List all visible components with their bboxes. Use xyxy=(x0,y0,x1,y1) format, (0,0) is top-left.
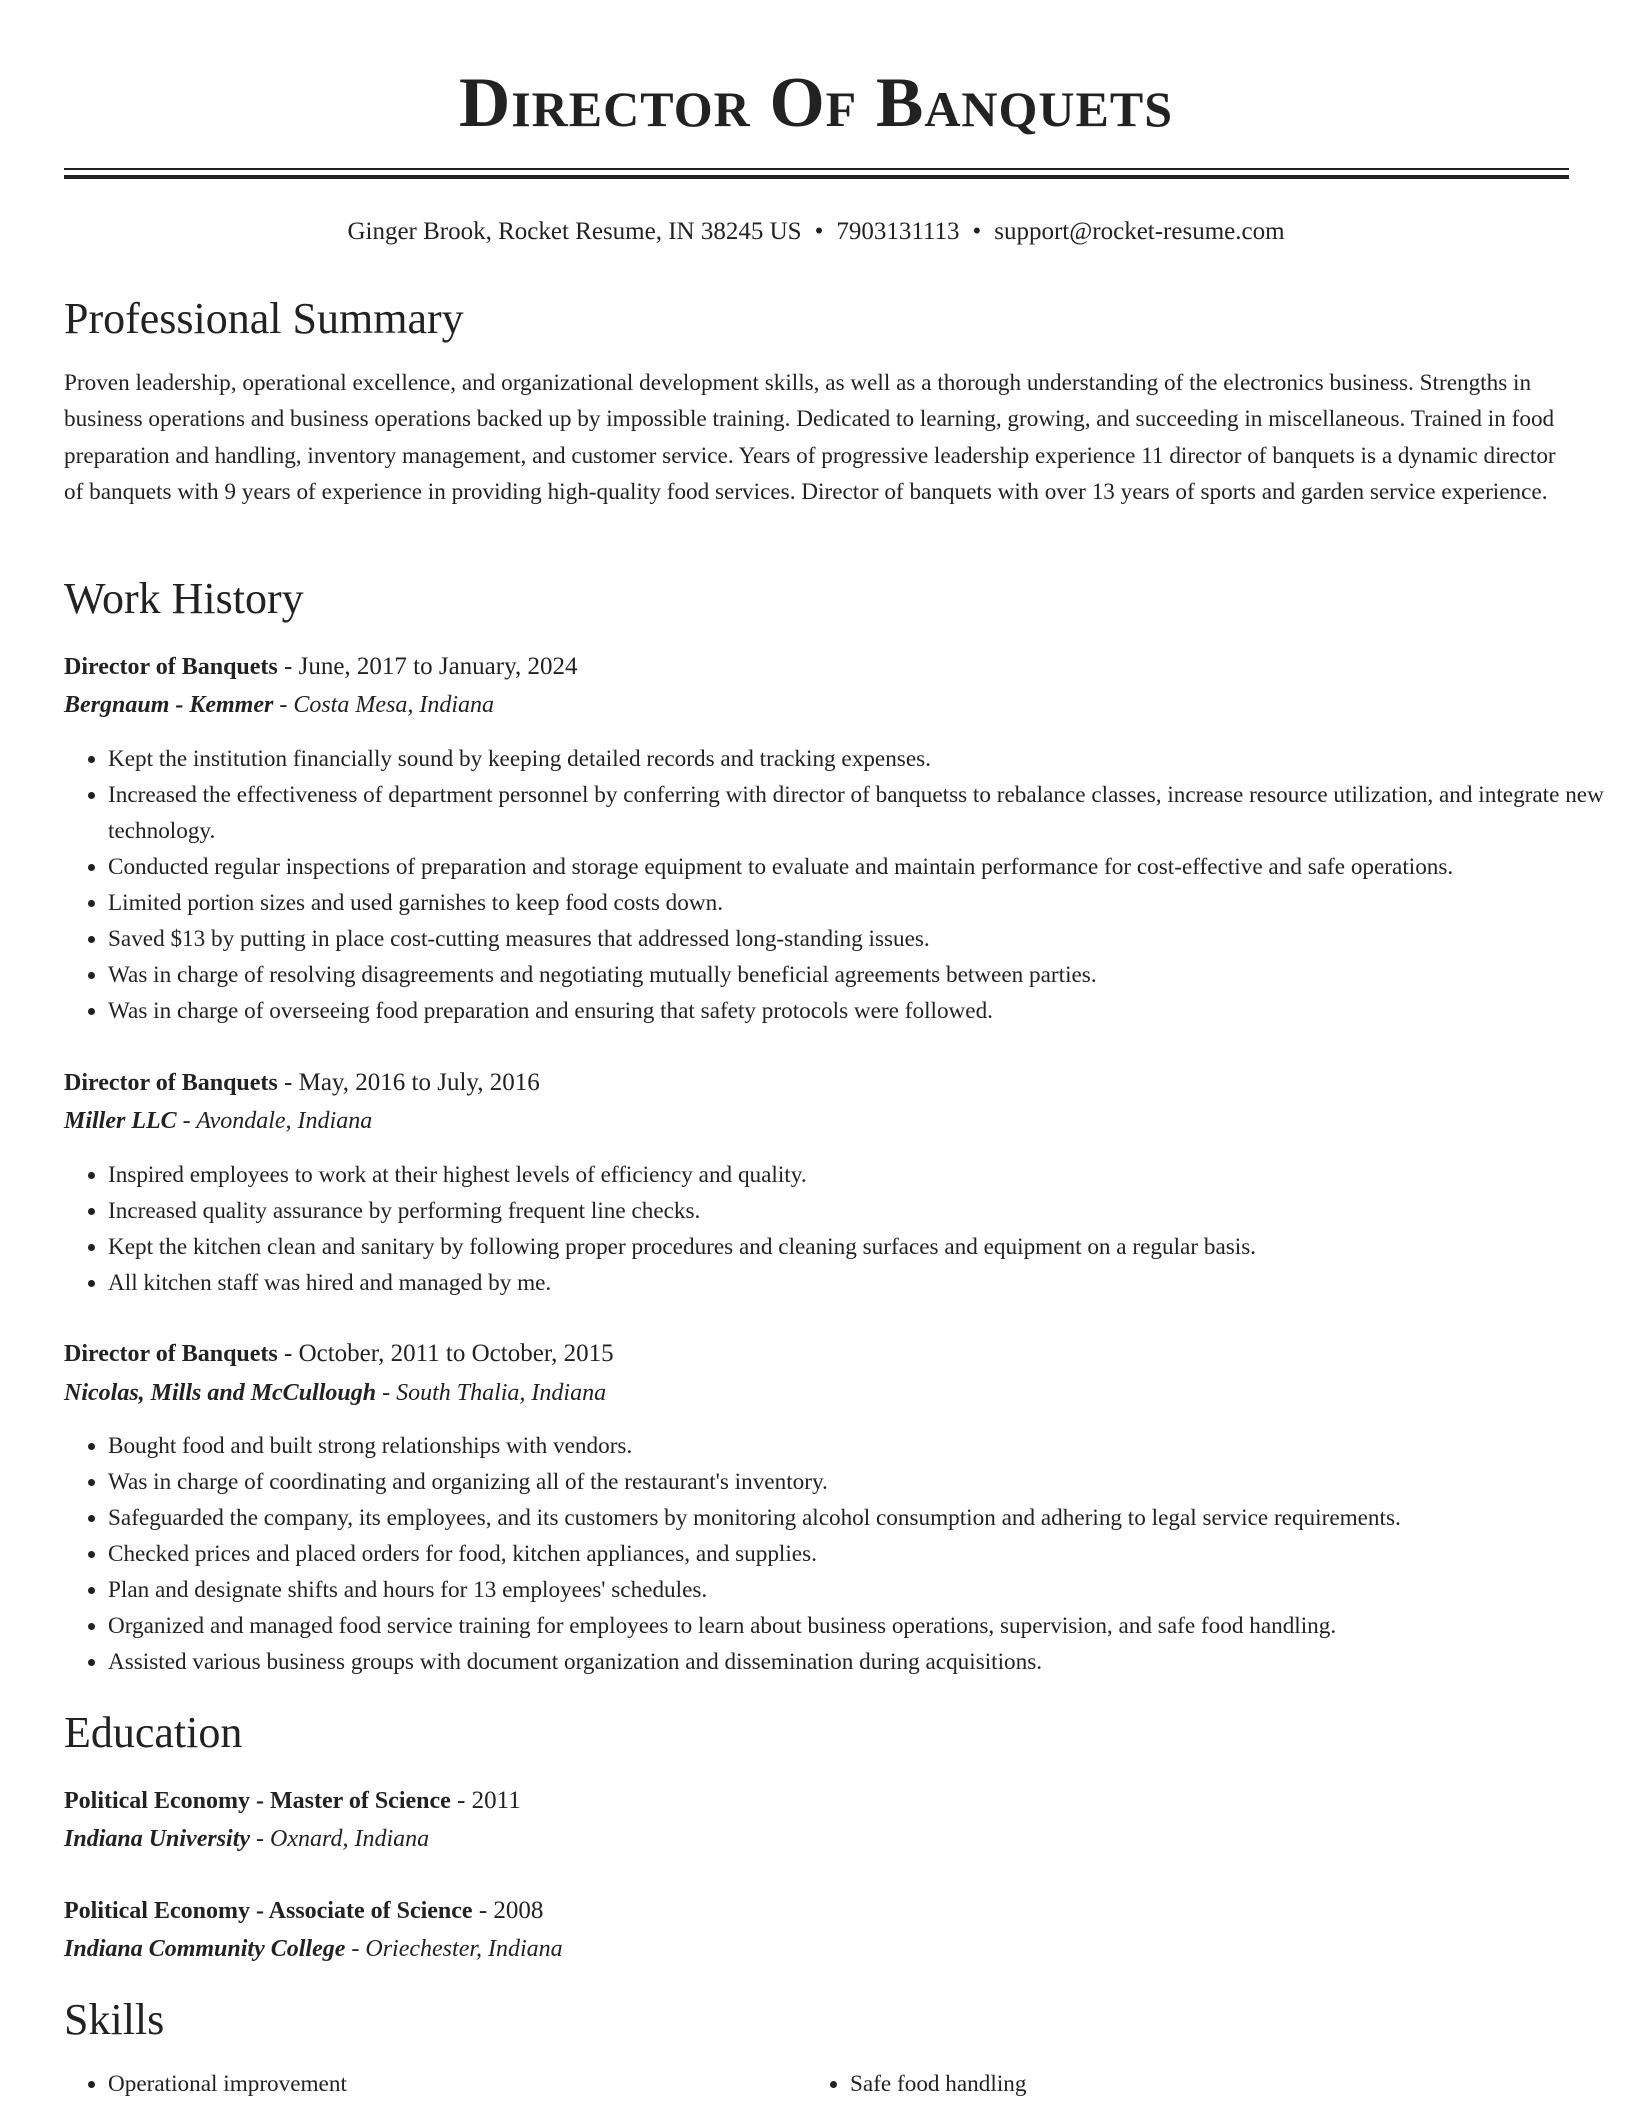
education-year: - 2011 xyxy=(450,1787,521,1814)
job-dates: - May, 2016 to July, 2016 xyxy=(277,1069,540,1096)
contact-line xyxy=(0,214,1632,250)
job-bullets xyxy=(64,741,1623,1029)
job-employer xyxy=(64,1103,372,1139)
education-degree: Political Economy - Associate of Science xyxy=(64,1898,473,1924)
education-header xyxy=(64,1893,543,1929)
page-title: Director Of Banquets xyxy=(458,64,1174,142)
job-location: - Costa Mesa, Indiana xyxy=(273,692,494,718)
work-history-heading: Work History xyxy=(64,574,304,623)
summary-text: Proven leadership, operational excellence, and organizational development skills, as well as a thorough understanding of the electronics business. Strengths in business operations and business operations backed up by impossible training. Dedicated to learning, growing, and succeeding in miscellaneous. Trained in food preparation and handling, inventory management, and customer service. Years of progressive leadership experience 11 director of banquets is a dynamic director of banquets with 9 years of experience in providing high-quality food services. Director of banquets with over 13 years of sports and garden service experience. xyxy=(64,370,1556,506)
list-item: • Increased the effectiveness of department personnel by conferring with director of banquetss to rebalance classes, increase resource utilization, and integrate new technology. xyxy=(108,777,1623,849)
list-item: • Checked prices and placed orders for food, kitchen appliances, and supplies. xyxy=(108,1536,1623,1572)
contact-email: support@rocket-resume.com xyxy=(994,218,1285,245)
job-dates: - October, 2011 to October, 2015 xyxy=(277,1340,614,1367)
list-item: • Increased quality assurance by performing frequent line checks. xyxy=(108,1193,1623,1229)
list-item: • Kept the institution financially sound by keeping detailed records and tracking expenses. xyxy=(108,741,1623,777)
job-location: - South Thalia, Indiana xyxy=(376,1380,607,1406)
contact-separator: • xyxy=(814,218,824,245)
job-title: Director of Banquets xyxy=(64,654,278,680)
education-location: - Oxnard, Indiana xyxy=(250,1826,430,1852)
list-item: • Bought food and built strong relationships with vendors. xyxy=(108,1428,1623,1464)
education-school-line xyxy=(64,1931,563,1967)
list-item: • Saved $13 by putting in place cost-cutting measures that addressed long-standing issues. xyxy=(108,921,1623,957)
job-bullets xyxy=(64,1428,1623,1680)
list-item: • All kitchen staff was hired and managed by me. xyxy=(108,1265,1623,1301)
contact-phone: 7903131113 xyxy=(836,218,960,245)
skills-list-left xyxy=(64,2066,808,2102)
contact-address: Ginger Brook, Rocket Resume, IN 38245 US xyxy=(347,218,802,245)
education-year: - 2008 xyxy=(472,1897,544,1924)
job-company: Nicolas, Mills and McCullough xyxy=(64,1380,377,1406)
education-header xyxy=(64,1783,521,1819)
list-item: • Plan and designate shifts and hours for 13 employees' schedules. xyxy=(108,1572,1623,1608)
list-item: • Safeguarded the company, its employees, and its customers by monitoring alcohol consumption and adhering to legal service requirements. xyxy=(108,1500,1623,1536)
list-item: • Was in charge of resolving disagreements and negotiating mutually beneficial agreements between parties. xyxy=(108,957,1623,993)
education-school: Indiana Community College xyxy=(64,1936,346,1962)
job-employer xyxy=(64,687,494,723)
job-company: Bergnaum - Kemmer xyxy=(64,692,274,718)
skills-heading: Skills xyxy=(64,1995,165,2044)
list-item: • Limited portion sizes and used garnishes to keep food costs down. xyxy=(108,885,1623,921)
list-item: • Assisted various business groups with document organization and dissemination during acquisitions. xyxy=(108,1644,1623,1680)
contact-separator: • xyxy=(972,218,982,245)
job-header xyxy=(64,1065,540,1101)
job-bullets xyxy=(64,1157,1623,1301)
list-item: • Was in charge of coordinating and organizing all of the restaurant's inventory. xyxy=(108,1464,1623,1500)
job-company: Miller LLC xyxy=(64,1108,177,1134)
education-degree: Political Economy - Master of Science xyxy=(64,1788,451,1814)
education-school: Indiana University xyxy=(64,1826,251,1852)
header-divider-thin xyxy=(64,168,1569,170)
job-header xyxy=(64,1336,614,1372)
education-location: - Oriechester, Indiana xyxy=(345,1936,563,1962)
skill-item: • Operational improvement xyxy=(108,2066,808,2102)
list-item: • Organized and managed food service training for employees to learn about business operations, supervision, and safe food handling. xyxy=(108,1608,1623,1644)
education-school-line xyxy=(64,1821,429,1857)
header-divider-thick xyxy=(64,175,1569,179)
list-item: • Kept the kitchen clean and sanitary by following proper procedures and cleaning surfaces and equipment on a regular basis. xyxy=(108,1229,1623,1265)
education-heading: Education xyxy=(64,1708,243,1757)
job-title: Director of Banquets xyxy=(64,1070,278,1096)
job-location: - Avondale, Indiana xyxy=(176,1108,373,1134)
list-item: • Conducted regular inspections of preparation and storage equipment to evaluate and maintain performance for cost-effective and safe operations. xyxy=(108,849,1623,885)
job-header xyxy=(64,649,578,685)
summary-heading: Professional Summary xyxy=(64,294,464,343)
skill-item: • Safe food handling xyxy=(850,2066,1550,2102)
skills-list-right xyxy=(806,2066,1550,2102)
job-dates: - June, 2017 to January, 2024 xyxy=(277,653,578,680)
job-title: Director of Banquets xyxy=(64,1341,278,1367)
list-item: • Was in charge of overseeing food preparation and ensuring that safety protocols were followed. xyxy=(108,993,1623,1029)
list-item: • Inspired employees to work at their highest levels of efficiency and quality. xyxy=(108,1157,1623,1193)
job-employer xyxy=(64,1375,606,1411)
